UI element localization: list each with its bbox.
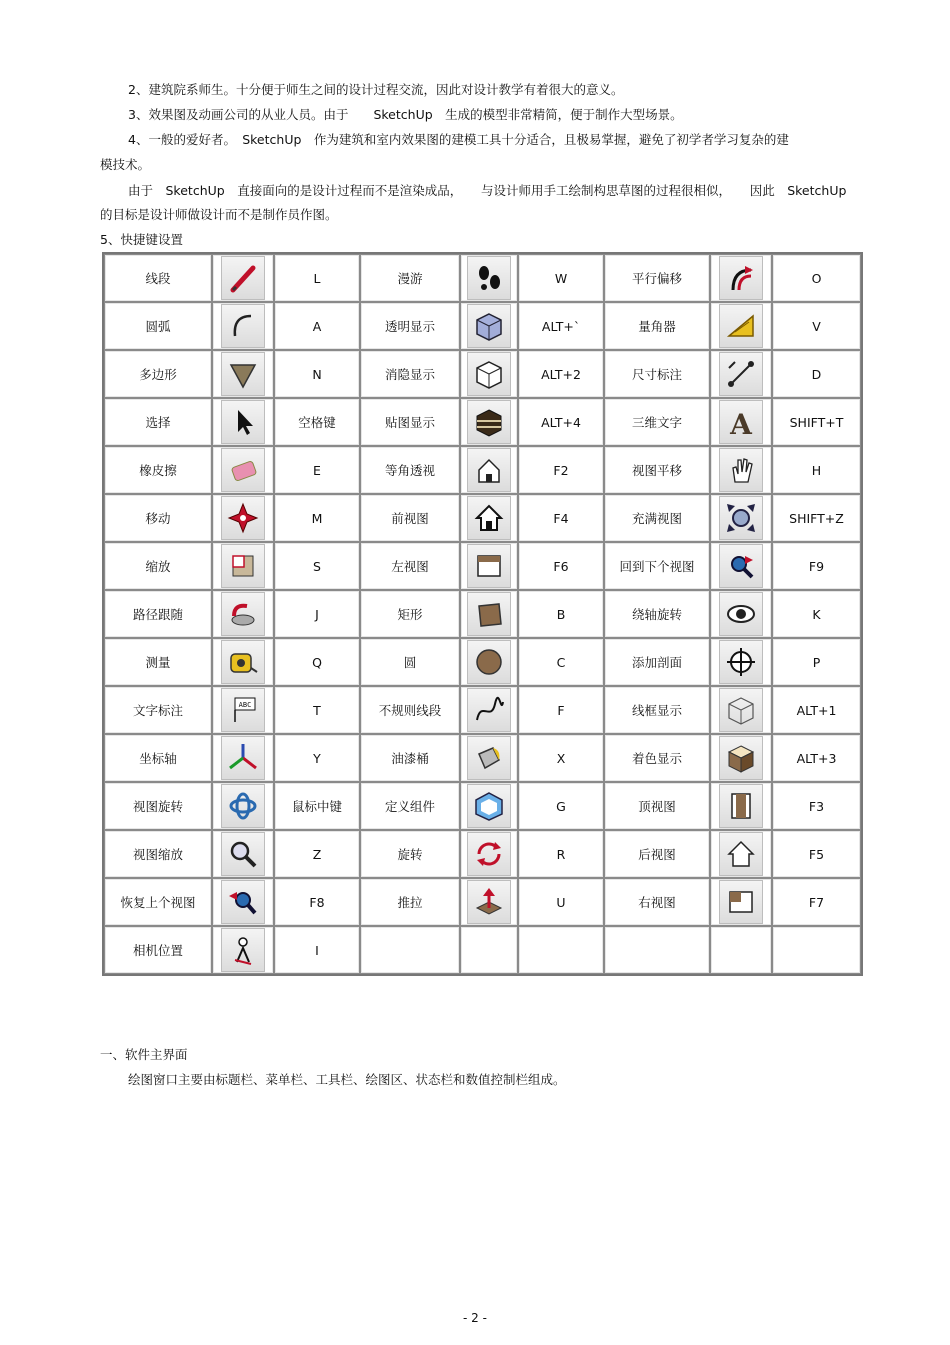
tool-icon-cell bbox=[212, 878, 274, 926]
table-row bbox=[104, 686, 861, 734]
tool-name-cell: 旋转 bbox=[360, 830, 460, 878]
tool-name-cell: 漫游 bbox=[360, 254, 460, 302]
tool-icon-cell bbox=[460, 254, 518, 302]
tool-name-cell: 圆 bbox=[360, 638, 460, 686]
xray-cube-icon bbox=[467, 304, 511, 348]
section-heading: 一、软件主界面 bbox=[100, 1047, 188, 1062]
tool-icon-cell bbox=[710, 734, 772, 782]
tool-name-cell: 平行偏移 bbox=[604, 254, 710, 302]
tool-name-cell: 矩形 bbox=[360, 590, 460, 638]
back-house-icon bbox=[719, 832, 763, 876]
tool-icon-cell bbox=[212, 254, 274, 302]
shortcut-key-cell: S bbox=[274, 542, 360, 590]
tool-name-cell: 圆弧 bbox=[104, 302, 212, 350]
tool-name-cell: 前视图 bbox=[360, 494, 460, 542]
shortcut-key-cell: T bbox=[274, 686, 360, 734]
shortcut-key-cell: F2 bbox=[518, 446, 604, 494]
tool-name-cell bbox=[604, 926, 710, 974]
follow-me-icon bbox=[221, 592, 265, 636]
tool-icon-cell bbox=[460, 638, 518, 686]
pencil-icon bbox=[221, 256, 265, 300]
tool-icon-cell bbox=[710, 686, 772, 734]
tool-icon-cell bbox=[460, 446, 518, 494]
tool-name-cell: 测量 bbox=[104, 638, 212, 686]
previous-view-icon bbox=[221, 880, 265, 924]
tool-name-cell: 移动 bbox=[104, 494, 212, 542]
freehand-icon bbox=[467, 688, 511, 732]
tool-icon-cell bbox=[460, 830, 518, 878]
tool-icon-cell bbox=[710, 302, 772, 350]
tool-icon-cell bbox=[710, 494, 772, 542]
offset-icon bbox=[719, 256, 763, 300]
table-row bbox=[104, 302, 861, 350]
tool-icon-cell bbox=[460, 878, 518, 926]
shortcut-key-cell: F8 bbox=[274, 878, 360, 926]
tool-name-cell: 着色显示 bbox=[604, 734, 710, 782]
iso-house-icon bbox=[467, 448, 511, 492]
shortcut-key-cell: B bbox=[518, 590, 604, 638]
left-view-icon bbox=[467, 544, 511, 588]
shortcut-key-cell bbox=[772, 926, 861, 974]
component-icon bbox=[467, 784, 511, 828]
tool-icon-cell bbox=[460, 782, 518, 830]
tool-name-cell: 视图缩放 bbox=[104, 830, 212, 878]
shortcut-key-cell: I bbox=[274, 926, 360, 974]
tool-name-cell: 文字标注 bbox=[104, 686, 212, 734]
shortcut-key-cell: O bbox=[772, 254, 861, 302]
tool-name-cell: 三维文字 bbox=[604, 398, 710, 446]
svg-text:A: A bbox=[730, 408, 752, 440]
paragraph-3-line-2: 模技术。 bbox=[100, 157, 151, 172]
tool-name-cell: 推拉 bbox=[360, 878, 460, 926]
svg-text:ABC: ABC bbox=[238, 701, 252, 709]
tool-icon-cell bbox=[710, 398, 772, 446]
tool-icon-cell bbox=[460, 494, 518, 542]
tool-name-cell: 视图平移 bbox=[604, 446, 710, 494]
tool-icon-cell bbox=[212, 398, 274, 446]
shortcut-key-cell: V bbox=[772, 302, 861, 350]
shortcut-key-cell: E bbox=[274, 446, 360, 494]
tool-icon-cell bbox=[212, 350, 274, 398]
shortcut-key-cell: ALT+4 bbox=[518, 398, 604, 446]
table-row bbox=[104, 254, 861, 302]
tool-icon-cell bbox=[710, 926, 772, 974]
tool-icon-cell bbox=[710, 446, 772, 494]
shortcut-key-cell: SHIFT+Z bbox=[772, 494, 861, 542]
shortcut-key-cell: F3 bbox=[772, 782, 861, 830]
shortcut-key-cell: H bbox=[772, 446, 861, 494]
shortcut-key-cell: L bbox=[274, 254, 360, 302]
tool-name-cell: 量角器 bbox=[604, 302, 710, 350]
wireframe-cube-icon bbox=[719, 688, 763, 732]
table-row bbox=[104, 638, 861, 686]
shortcut-key-cell: 空格键 bbox=[274, 398, 360, 446]
tool-name-cell: 缩放 bbox=[104, 542, 212, 590]
tool-icon-cell bbox=[460, 590, 518, 638]
tool-icon-cell bbox=[710, 542, 772, 590]
tool-name-cell: 路径跟随 bbox=[104, 590, 212, 638]
shortcut-key-cell: SHIFT+T bbox=[772, 398, 861, 446]
table-row bbox=[104, 398, 861, 446]
tool-icon-cell bbox=[212, 830, 274, 878]
tool-icon-cell bbox=[212, 686, 274, 734]
shortcut-key-cell: Q bbox=[274, 638, 360, 686]
tool-name-cell: 线段 bbox=[104, 254, 212, 302]
shortcut-key-cell: R bbox=[518, 830, 604, 878]
tool-name-cell: 视图旋转 bbox=[104, 782, 212, 830]
tool-name-cell: 回到下个视图 bbox=[604, 542, 710, 590]
table-row bbox=[104, 542, 861, 590]
tool-name-cell: 坐标轴 bbox=[104, 734, 212, 782]
tool-icon-cell bbox=[212, 494, 274, 542]
tool-name-cell: 不规则线段 bbox=[360, 686, 460, 734]
scale-icon bbox=[221, 544, 265, 588]
arrow-cursor-icon bbox=[221, 400, 265, 444]
table-row bbox=[104, 878, 861, 926]
tool-name-cell: 选择 bbox=[104, 398, 212, 446]
tool-icon-cell bbox=[460, 734, 518, 782]
paragraph-3-line-1: 4、一般的爱好者。 SketchUp 作为建筑和室内效果图的建模工具十分适合，且极易掌握，避免了初学者学习复杂的建 bbox=[128, 132, 789, 147]
shortcut-table bbox=[102, 252, 863, 976]
zoom-extents-icon bbox=[719, 496, 763, 540]
move-icon bbox=[221, 496, 265, 540]
tool-icon-cell bbox=[710, 782, 772, 830]
table-row bbox=[104, 350, 861, 398]
shortcut-key-cell: W bbox=[518, 254, 604, 302]
tool-icon-cell bbox=[460, 926, 518, 974]
tool-name-cell: 尺寸标注 bbox=[604, 350, 710, 398]
axes-icon bbox=[221, 736, 265, 780]
shortcut-key-cell: F bbox=[518, 686, 604, 734]
shortcut-key-cell: G bbox=[518, 782, 604, 830]
tool-name-cell: 等角透视 bbox=[360, 446, 460, 494]
shortcut-key-cell: F5 bbox=[772, 830, 861, 878]
tool-name-cell bbox=[360, 926, 460, 974]
tool-icon-cell bbox=[212, 590, 274, 638]
push-pull-icon bbox=[467, 880, 511, 924]
paragraph-2: 3、效果图及动画公司的从业人员。由于 SketchUp 生成的模型非常精简，便于制作大型场景。 bbox=[128, 107, 683, 122]
tool-icon-cell bbox=[460, 302, 518, 350]
paragraph-4-line-1: 由于 SketchUp 直接面向的是设计过程而不是渲染成品， 与设计师用手工绘制构思草图的过程很相似， 因此 SketchUp bbox=[128, 183, 847, 198]
position-camera-icon bbox=[221, 928, 265, 972]
orbit-icon bbox=[221, 784, 265, 828]
tool-name-cell: 橡皮擦 bbox=[104, 446, 212, 494]
3d-text-icon bbox=[719, 400, 763, 444]
tape-measure-icon bbox=[221, 640, 265, 684]
tool-name-cell: 油漆桶 bbox=[360, 734, 460, 782]
tool-icon-cell bbox=[710, 830, 772, 878]
tool-name-cell: 透明显示 bbox=[360, 302, 460, 350]
table-row bbox=[104, 494, 861, 542]
table-row bbox=[104, 926, 861, 974]
shortcut-key-cell: ALT+` bbox=[518, 302, 604, 350]
textured-cube-icon bbox=[467, 400, 511, 444]
shortcut-key-cell: ALT+2 bbox=[518, 350, 604, 398]
circle-icon bbox=[467, 640, 511, 684]
paragraph-4-line-2: 的目标是设计师做设计而不是制作员作图。 bbox=[100, 207, 338, 222]
tool-icon-cell bbox=[212, 734, 274, 782]
right-view-icon bbox=[719, 880, 763, 924]
dimension-icon bbox=[719, 352, 763, 396]
footprints-icon bbox=[467, 256, 511, 300]
protractor-icon bbox=[719, 304, 763, 348]
rotate-icon bbox=[467, 832, 511, 876]
tool-name-cell: 充满视图 bbox=[604, 494, 710, 542]
tool-icon-cell bbox=[710, 878, 772, 926]
tool-name-cell: 添加剖面 bbox=[604, 638, 710, 686]
shortcut-key-cell: 鼠标中键 bbox=[274, 782, 360, 830]
tool-icon-cell bbox=[212, 302, 274, 350]
polygon-icon bbox=[221, 352, 265, 396]
tool-icon-cell bbox=[212, 446, 274, 494]
shortcut-key-cell: D bbox=[772, 350, 861, 398]
tool-name-cell: 消隐显示 bbox=[360, 350, 460, 398]
tool-name-cell: 右视图 bbox=[604, 878, 710, 926]
table-row bbox=[104, 782, 861, 830]
shortcut-key-cell: F4 bbox=[518, 494, 604, 542]
shortcut-heading: 5、快捷键设置 bbox=[100, 232, 183, 247]
shortcut-key-cell: C bbox=[518, 638, 604, 686]
eraser-icon bbox=[221, 448, 265, 492]
shortcut-key-cell: F7 bbox=[772, 878, 861, 926]
tool-name-cell: 绕轴旋转 bbox=[604, 590, 710, 638]
shortcut-key-cell: F9 bbox=[772, 542, 861, 590]
shortcut-key-cell: A bbox=[274, 302, 360, 350]
hand-icon bbox=[719, 448, 763, 492]
page-number: - 2 - bbox=[463, 1311, 487, 1325]
tool-icon-cell bbox=[212, 638, 274, 686]
tool-name-cell: 多边形 bbox=[104, 350, 212, 398]
tool-name-cell: 顶视图 bbox=[604, 782, 710, 830]
tool-name-cell: 后视图 bbox=[604, 830, 710, 878]
table-row bbox=[104, 446, 861, 494]
table-row bbox=[104, 830, 861, 878]
rectangle-icon bbox=[467, 592, 511, 636]
shortcut-key-cell: J bbox=[274, 590, 360, 638]
shortcut-key-cell: ALT+1 bbox=[772, 686, 861, 734]
tool-icon-cell bbox=[460, 542, 518, 590]
hidden-line-cube-icon bbox=[467, 352, 511, 396]
tool-icon-cell bbox=[710, 638, 772, 686]
tool-name-cell: 恢复上个视图 bbox=[104, 878, 212, 926]
magnifier-icon bbox=[221, 832, 265, 876]
tool-icon-cell bbox=[710, 590, 772, 638]
shaded-cube-icon bbox=[719, 736, 763, 780]
arc-icon bbox=[221, 304, 265, 348]
tool-icon-cell bbox=[212, 926, 274, 974]
shortcut-key-cell: F6 bbox=[518, 542, 604, 590]
shortcut-key-cell: Z bbox=[274, 830, 360, 878]
next-view-icon bbox=[719, 544, 763, 588]
tool-name-cell: 相机位置 bbox=[104, 926, 212, 974]
tool-icon-cell bbox=[460, 350, 518, 398]
shortcut-key-cell: X bbox=[518, 734, 604, 782]
tool-icon-cell bbox=[710, 350, 772, 398]
shortcut-key-cell: ALT+3 bbox=[772, 734, 861, 782]
shortcut-key-cell: U bbox=[518, 878, 604, 926]
tool-name-cell: 定义组件 bbox=[360, 782, 460, 830]
tool-icon-cell bbox=[460, 398, 518, 446]
shortcut-key-cell bbox=[518, 926, 604, 974]
paragraph-1: 2、建筑院系师生。十分便于师生之间的设计过程交流，因此对设计教学有着很大的意义。 bbox=[128, 82, 624, 97]
table-row bbox=[104, 590, 861, 638]
paint-bucket-icon bbox=[467, 736, 511, 780]
section-body: 绘图窗口主要由标题栏、菜单栏、工具栏、绘图区、状态栏和数值控制栏组成。 bbox=[128, 1072, 566, 1087]
tool-name-cell: 线框显示 bbox=[604, 686, 710, 734]
shortcut-key-cell: M bbox=[274, 494, 360, 542]
shortcut-key-cell: K bbox=[772, 590, 861, 638]
shortcut-key-cell: Y bbox=[274, 734, 360, 782]
tool-icon-cell bbox=[212, 542, 274, 590]
section-plane-icon bbox=[719, 640, 763, 684]
tool-icon-cell bbox=[710, 254, 772, 302]
shortcut-key-cell: N bbox=[274, 350, 360, 398]
tool-name-cell: 左视图 bbox=[360, 542, 460, 590]
text-label-icon bbox=[221, 688, 265, 732]
shortcut-key-cell: P bbox=[772, 638, 861, 686]
top-view-icon bbox=[719, 784, 763, 828]
table-row bbox=[104, 734, 861, 782]
front-house-icon bbox=[467, 496, 511, 540]
tool-name-cell: 贴图显示 bbox=[360, 398, 460, 446]
tool-icon-cell bbox=[460, 686, 518, 734]
eye-icon bbox=[719, 592, 763, 636]
tool-icon-cell bbox=[212, 782, 274, 830]
